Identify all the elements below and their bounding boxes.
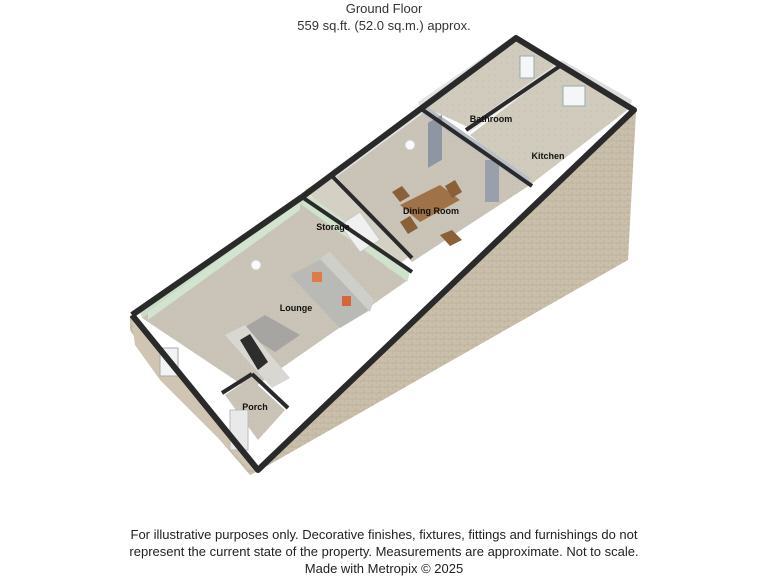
label-kitchen: Kitchen	[531, 151, 565, 161]
disclaimer	[0, 526, 768, 577]
label-porch: Porch	[242, 402, 268, 412]
cushion	[312, 272, 322, 282]
disclaimer-line-1: For illustrative purposes only. Decorative finishes, fixtures, fittings and furnishings do not	[130, 527, 638, 542]
window-bathroom	[520, 56, 534, 78]
lamp-dining	[405, 140, 415, 150]
cushion	[342, 296, 351, 306]
label-storage: Storage	[316, 222, 350, 232]
window-kitchen	[563, 86, 585, 106]
credit-line: Made with Metropix © 2025	[304, 561, 464, 576]
label-dining-room: Dining Room	[403, 206, 459, 216]
floor-name: Ground Floor	[345, 1, 423, 16]
label-lounge: Lounge	[279, 303, 313, 313]
label-bathroom: Bathroom	[469, 114, 513, 124]
lamp-lounge	[251, 260, 261, 270]
disclaimer-line-2: represent the current state of the property. Measurements are approximate. Not to scale.	[129, 544, 639, 559]
floor-area: 559 sq.ft. (52.0 sq.m.) approx.	[297, 18, 471, 33]
door-kitchen	[485, 160, 499, 202]
